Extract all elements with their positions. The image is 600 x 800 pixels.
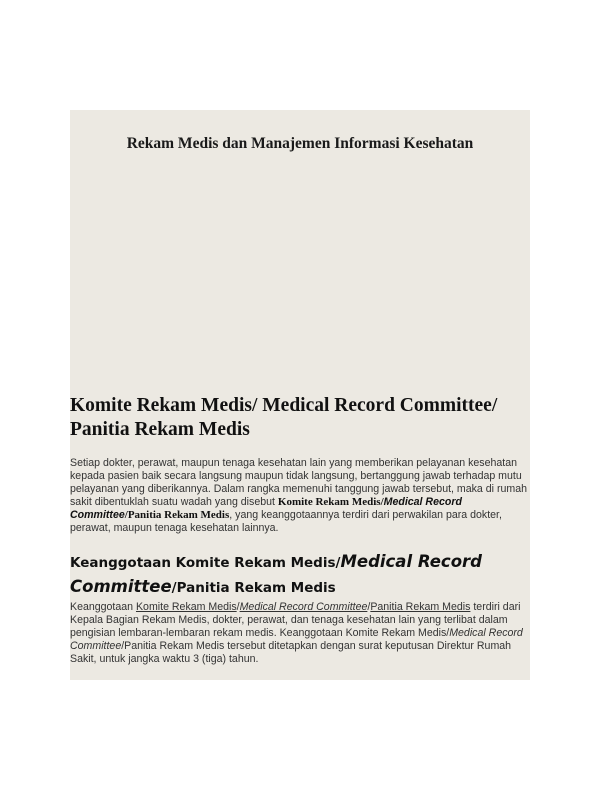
link-separator: / xyxy=(236,601,240,613)
link-separator: / xyxy=(367,601,371,613)
section-heading-komite: Komite Rekam Medis/ Medical Record Committee/ Panitia Rekam Medis xyxy=(70,395,498,440)
paragraph-start-text: Keanggotaan xyxy=(70,601,136,613)
heading-part-keanggotaan: Keanggotaan Komite Rekam Medis/ xyxy=(70,555,341,571)
section-heading-keanggotaan xyxy=(70,550,530,600)
link-komite-rekam-medis[interactable]: Komite Rekam Medis xyxy=(135,601,237,613)
document-body xyxy=(70,380,530,680)
paragraph-keanggotaan xyxy=(70,601,530,666)
paragraph-intro-text: Setiap dokter, perawat, maupun tenaga kesehatan lain yang memberikan pelayanan kesehatan kepada pasien baik secara langsung maupun tidak langsung, bertanggung jawab terhadap mutu pelayanan yang diberikannya. Dalam rangka memenuhi tanggung jawab tersebut, maka di rumah sakit dibentuklah suatu wadah yang disebut xyxy=(70,457,527,508)
document-title: Rekam Medis dan Manajemen Informasi Kesehatan xyxy=(126,135,474,152)
paragraph-middle-text: terdiri dari Kepala Bagian Rekam Medis, dokter, perawat, dan tenaga kesehatan lain yang terlibat dalam pengisian lembaran-lembaran rekam medis. Keanggotaan Komite Rekam Medis/ xyxy=(70,601,521,639)
term-slash: / xyxy=(380,496,384,508)
paragraph-komite-intro xyxy=(70,457,530,535)
paragraph-end-text: /Panitia Rekam Medis tersebut ditetapkan dengan surat keputusan Direktur Rumah Sakit, untuk jangka waktu 3 (tiga) tahun. xyxy=(70,640,512,665)
paragraph-outro-text: , yang keanggotaannya terdiri dari perwakilan para dokter, perawat, maupun tenaga kesehatan lainnya. xyxy=(70,509,502,534)
term-panitia-rekam-medis: Panitia Rekam Medis xyxy=(127,509,230,521)
term-slash: / xyxy=(124,509,128,521)
heading-part-panitia: /Panitia Rekam Medis xyxy=(171,580,336,596)
heading-part-mrc: Medical Record Committee xyxy=(70,552,482,596)
link-medical-record-committee[interactable]: Medical Record Committee xyxy=(239,601,368,613)
term-komite-rekam-medis: Komite Rekam Medis xyxy=(277,496,381,508)
term-medical-record-committee: Medical Record Committee xyxy=(70,496,462,521)
link-panitia-rekam-medis[interactable]: Panitia Rekam Medis xyxy=(370,601,471,613)
italic-medical-record-committee: Medical Record Committee xyxy=(70,627,523,652)
